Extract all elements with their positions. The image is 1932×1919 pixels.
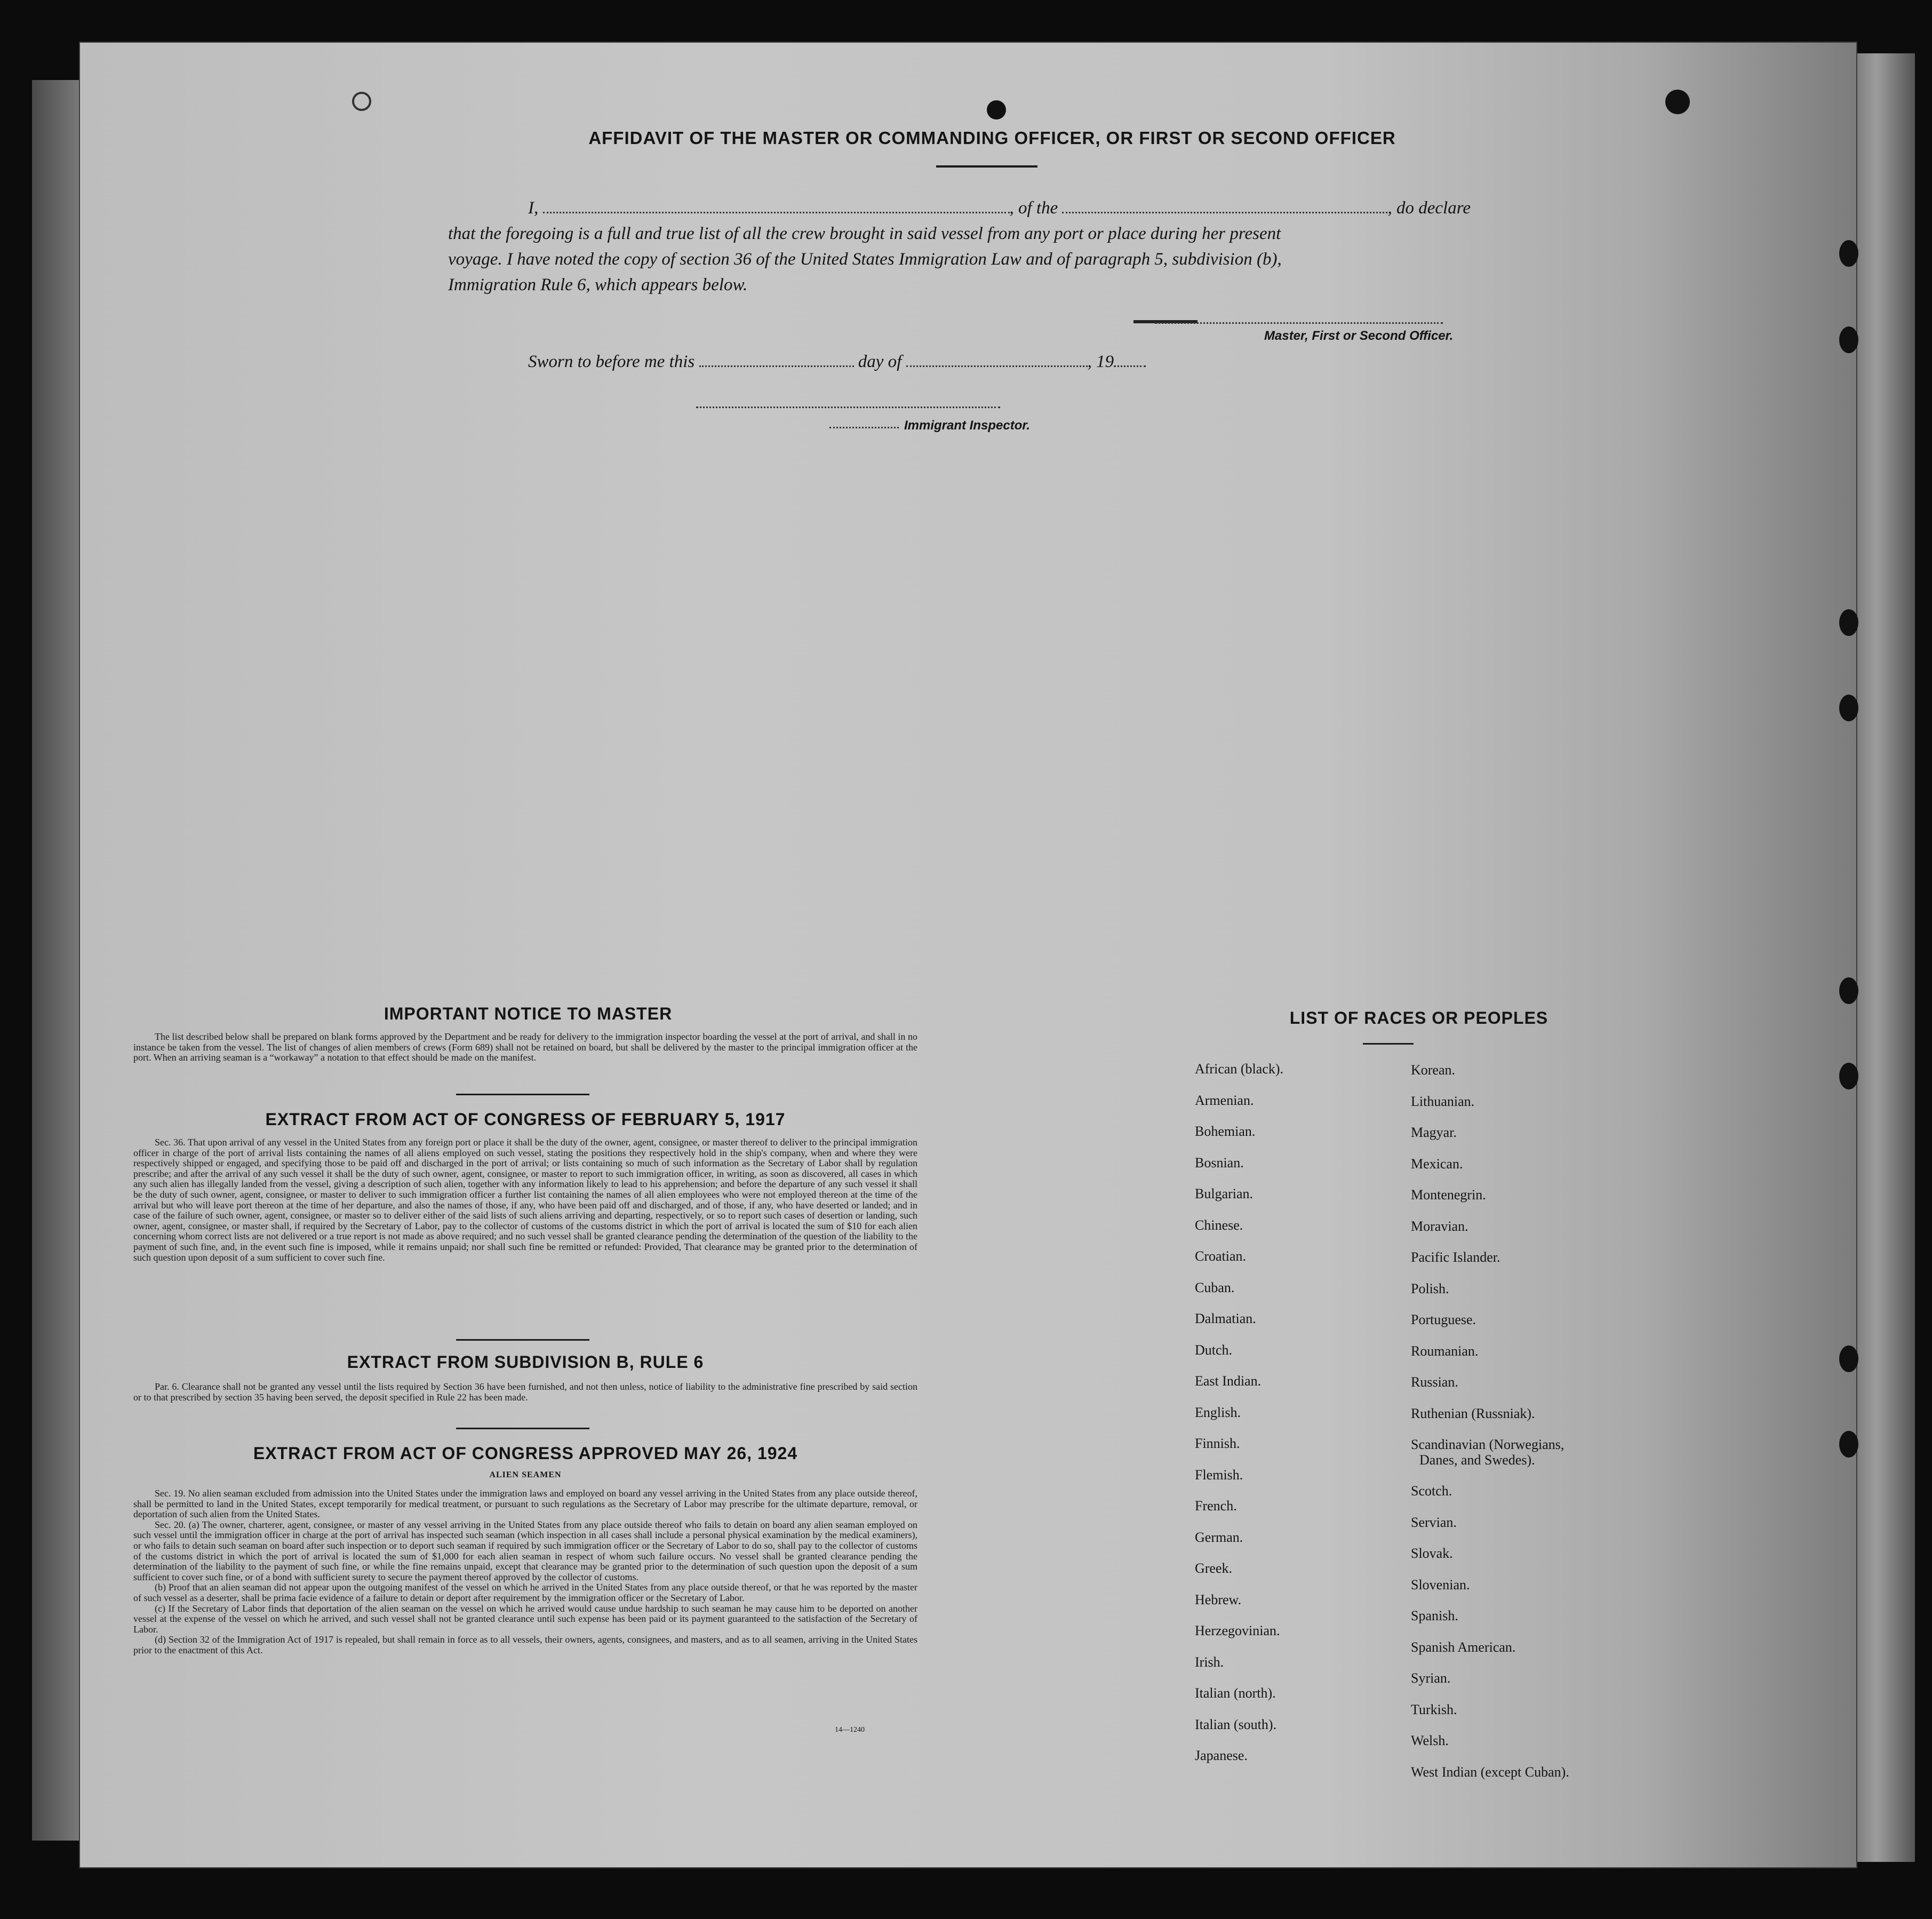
race-item: Pacific Islander. <box>1411 1249 1500 1265</box>
race-item: Polish. <box>1411 1280 1449 1296</box>
race-item: East Indian. <box>1195 1373 1262 1389</box>
race-item: Bulgarian. <box>1195 1186 1254 1201</box>
extract-1924-sec20d: (d) Section 32 of the Immigration Act of 1917 is repealed, but shall remain in force as to all vessels, their owners, agents, consignees, and masters, and as to all seamen, arriving in the United States prior to the enactment of this Act. <box>133 1634 917 1655</box>
race-item: Korean. <box>1411 1062 1456 1078</box>
extract-1917-title: EXTRACT FROM ACT OF CONGRESS OF FEBRUARY 5, 1917 <box>265 1110 786 1129</box>
notice-text: The list described below shall be prepared on blank forms approved by the Department and be ready for delivery to the immigration inspector boarding the vessel at the port of arrival, and shall in no instance be taken from the vessel. The list of changes of alien members of crews (Form 689) shall not be retained on board, but shall be delivered by the master to the principal immigration officer at the port. When an arriving seaman is a “workaway” a notation to that effect should be made on the manifest. <box>133 1031 917 1063</box>
extract-1924-subtitle: ALIEN SEAMEN <box>489 1470 562 1479</box>
signature-caption: Master, First or Second Officer. <box>1264 329 1454 343</box>
race-item: Roumanian. <box>1411 1343 1479 1359</box>
race-item: Danes, and Swedes). <box>1419 1452 1535 1468</box>
race-item: Syrian. <box>1411 1670 1451 1686</box>
race-item: German. <box>1195 1529 1243 1545</box>
inspector-dots <box>829 427 899 428</box>
races-right-column <box>1411 1055 1569 1788</box>
races-title: LIST OF RACES OR PEOPLES <box>1289 1008 1548 1028</box>
race-item: Greek. <box>1195 1560 1233 1576</box>
race-item: Ruthenian (Russniak). <box>1411 1405 1535 1421</box>
punch-hole-top-center <box>987 100 1006 120</box>
binding-hole-7 <box>1839 1345 1858 1372</box>
binding-hole-6 <box>1839 1063 1858 1089</box>
affidavit-line-3: voyage. I have noted the copy of section 36 of the United States Immigration Law and of paragraph 5, subdivision (b), <box>448 250 1282 269</box>
race-item: Slovenian. <box>1411 1576 1470 1592</box>
race-item: Dalmatian. <box>1195 1311 1256 1326</box>
races-title-rule <box>1363 1043 1414 1045</box>
race-item: Finnish. <box>1195 1436 1240 1451</box>
race-item: Montenegrin. <box>1411 1187 1486 1203</box>
notice-rule <box>456 1094 589 1095</box>
race-item: Scotch. <box>1411 1483 1452 1499</box>
race-item: Italian (south). <box>1195 1716 1277 1732</box>
binding-hole-3 <box>1839 609 1858 636</box>
extract-rule6-title: EXTRACT FROM SUBDIVISION B, RULE 6 <box>347 1352 704 1372</box>
inspector-signature-line[interactable] <box>696 407 1000 408</box>
affidavit-i-label: I, <box>528 198 539 218</box>
extract-1924-body <box>133 1488 917 1656</box>
extract-1917-text: Sec. 36. That upon arrival of any vessel in the United States from any foreign port or place it shall be the duty of the owner, agent, consignee, or master thereof to deliver to the principal immigration officer in charge of the port of arrival lists containing the names of all aliens employed on such vessel, stating the positions they respectively hold in the ship's company, when and where they were respectively shipped or engaged, and specifying those to be paid off and discharged in the port of arrival; or lists containing so much of such information as the Secretary of Labor shall by regulation prescribe; and after the arrival of any such vessel it shall be the duty of such owner, agent, consignee, or master to report to such immigration officer, in writing, as soon as discovered, all cases in which any such alien has illegally landed from the vessel, giving a description of such alien, together with any information likely to lead to his apprehension; and before the departure of any such vessel it shall be the duty of such owner, agent, consignee, or master to deliver to such immigration officer a further list containing the names of all alien employees who were not employed thereon at the time of the arrival but who will leave port thereon at the time of her departure, and also the names of those, if any, who have been paid off and discharged, and of those, if any, who have deserted or landed; and in case of the failure of such owner, agent, consignee, or master so to deliver either of the said lists of such aliens arriving and departing, respectively, or so to report such cases of desertion or landing, such owner, agent, consignee, or master shall, if required by the Secretary of Labor, pay to the collector of customs of the customs district in which the port of arrival is located the sum of $10 for each alien concerning whom correct lists are not delivered or a true report is not made as above required; and no such vessel shall be granted clearance pending the determination of the question of the liability to the payment of such fine, and, in the event such fine is imposed, while it remains unpaid; nor shall such fine be remitted or refunded: Provided, That clearance may be granted prior to the determination of such question upon deposit of a sum sufficient to cover such fine. <box>133 1137 917 1263</box>
binding-hole-1 <box>1839 240 1858 267</box>
race-item: Dutch. <box>1195 1342 1233 1358</box>
race-item: Bohemian. <box>1195 1124 1256 1139</box>
extract-1924-sec20c: (c) If the Secretary of Labor finds that deportation of the alien seaman on the vessel on which he arrived would cause undue hardship to such seaman he may cause him to be deported on another vessel at the expense of the vessel on which he arrived, and such vessel shall not be granted clearance until such expense has been paid or its payment guaranteed to the satisfaction of the Secretary of Labor. <box>133 1603 917 1635</box>
race-item: Herzegovinian. <box>1195 1623 1280 1638</box>
race-item: Spanish. <box>1411 1608 1458 1623</box>
race-item: English. <box>1195 1404 1241 1420</box>
binding-hole-4 <box>1839 695 1858 721</box>
extract-1917-rule <box>456 1339 589 1341</box>
race-item: Magyar. <box>1411 1125 1457 1140</box>
binding-hole-8 <box>1839 1431 1858 1458</box>
affidavit-title-rule <box>936 165 1037 168</box>
binding-hole-2 <box>1839 327 1858 353</box>
affidavit-line-2: that the foregoing is a full and true list of all the crew brought in said vessel from any port or place during her present <box>448 224 1281 243</box>
extract-1924-title: EXTRACT FROM ACT OF CONGRESS APPROVED MAY 26, 1924 <box>253 1444 798 1463</box>
extract-1924-sec20b: (b) Proof that an alien seaman did not appear upon the outgoing manifest of the vessel on which he arrived in the United States from any place outside thereof, or that he was reported by the master of such vessel as a deserter, shall be prima facie evidence of a failure to detain or deport after requirement by the immigration officer or the Secretary of Labor. <box>133 1582 917 1603</box>
extract-rule6-body <box>133 1382 917 1403</box>
race-item: Croatian. <box>1195 1248 1247 1264</box>
of-the-label: , of the <box>1009 198 1058 218</box>
race-item: Bosnian. <box>1195 1154 1244 1170</box>
do-declare-label: , do declare <box>1387 198 1471 218</box>
race-item: Irish. <box>1195 1654 1224 1670</box>
race-item: West Indian (except Cuban). <box>1411 1764 1569 1780</box>
race-item: African (black). <box>1195 1061 1284 1077</box>
sworn-line <box>528 352 1146 372</box>
race-item: Japanese. <box>1195 1748 1248 1763</box>
race-item: Portuguese. <box>1411 1312 1476 1327</box>
affidavit-line-1 <box>528 198 1471 218</box>
extract-rule6-rule <box>456 1428 589 1429</box>
race-item: Hebrew. <box>1195 1591 1242 1607</box>
race-item: Chinese. <box>1195 1217 1243 1233</box>
notice-body <box>133 1032 917 1063</box>
notice-title: IMPORTANT NOTICE TO MASTER <box>384 1004 673 1023</box>
race-item: Moravian. <box>1411 1218 1468 1234</box>
race-item: Cuban. <box>1195 1279 1235 1295</box>
punch-hole-top-left <box>352 92 371 111</box>
race-item: Slovak. <box>1411 1546 1453 1561</box>
race-item: Flemish. <box>1195 1467 1243 1483</box>
extract-1924-sec20a: Sec. 20. (a) The owner, charterer, agent, consignee, or master of any vessel arriving in the United States from any place outside thereof who fails to detain on board any alien seaman employed on such vessel until the immigration officer in charge at the port of arrival has inspected such seaman (which inspection in all cases shall include a personal physical examination by the medical examiners), or who fails to detain such seaman on board after such inspection or to deport such seaman if required by such immigration officer or the Secretary of Labor to do so, shall pay to the collector of customs of the customs district in which the port of arrival is located the sum of $1,000 for each alien seaman in respect of whom such failure occurs. No vessel shall be granted clearance pending the determination of the liability to the payment of such fine, or while the fine remains unpaid, except that clearance may be granted prior to the determination of such question upon the deposit of a sum sufficient to cover such fine, or of a bond with sufficient surety to secure the payment thereof approved by the collector of customs. <box>133 1519 917 1582</box>
underlying-page-right <box>1851 53 1915 1862</box>
sworn-year-blank[interactable] <box>1114 354 1146 367</box>
extract-1917-body <box>133 1137 917 1263</box>
extract-1924-sec19: Sec. 19. No alien seaman excluded from admission into the United States under the immigration laws and employed on board any vessel arriving in the United States from any place outside thereof, shall be permitted to land in the United States, except temporarily for medical treatment, or pursuant to such regulations as the Secretary of Labor may prescribe for the ultimate departure, removal, or deportation of such alien from the United States. <box>133 1488 917 1520</box>
inspector-caption: Immigrant Inspector. <box>904 418 1031 433</box>
race-item: Italian (north). <box>1195 1685 1276 1701</box>
binding-hole-5 <box>1839 977 1858 1004</box>
sworn-month-blank[interactable] <box>906 354 1088 367</box>
name-blank[interactable] <box>543 200 1010 213</box>
race-item: Lithuanian. <box>1411 1093 1475 1109</box>
affidavit-line-4: Immigration Rule 6, which appears below. <box>448 275 748 294</box>
race-item: French. <box>1195 1498 1237 1514</box>
form-number: 14—1240 <box>835 1726 865 1734</box>
race-item: Russian. <box>1411 1374 1458 1390</box>
affidavit-title: AFFIDAVIT OF THE MASTER OR COMMANDING OFFICER, OR FIRST OR SECOND OFFICER <box>588 128 1396 148</box>
race-item: Scandinavian (Norwegians, <box>1411 1437 1564 1452</box>
races-left-column <box>1195 1054 1283 1772</box>
race-item: Turkish. <box>1411 1701 1457 1717</box>
race-item: Armenian. <box>1195 1092 1254 1108</box>
vessel-name-blank[interactable] <box>1062 200 1387 213</box>
punch-hole-top-right <box>1665 90 1690 114</box>
extract-rule6-text: Par. 6. Clearance shall not be granted any vessel until the lists required by Section 36 have been furnished, and not then unless, notice of liability to the administrative fine prescribed by said section or to that prescribed by section 35 having been served, the deposit specified in Rule 22 has been made. <box>133 1381 917 1403</box>
sworn-label: Sworn to before me this <box>528 352 695 371</box>
signature-line[interactable] <box>1155 322 1443 324</box>
sworn-day-blank[interactable] <box>699 354 854 367</box>
year-label: , 19 <box>1087 352 1114 371</box>
race-item: Welsh. <box>1411 1733 1449 1748</box>
race-item: Mexican. <box>1411 1156 1463 1172</box>
day-of-label: day of <box>858 352 902 371</box>
race-item: Servian. <box>1411 1514 1457 1530</box>
race-item: Spanish American. <box>1411 1639 1516 1655</box>
